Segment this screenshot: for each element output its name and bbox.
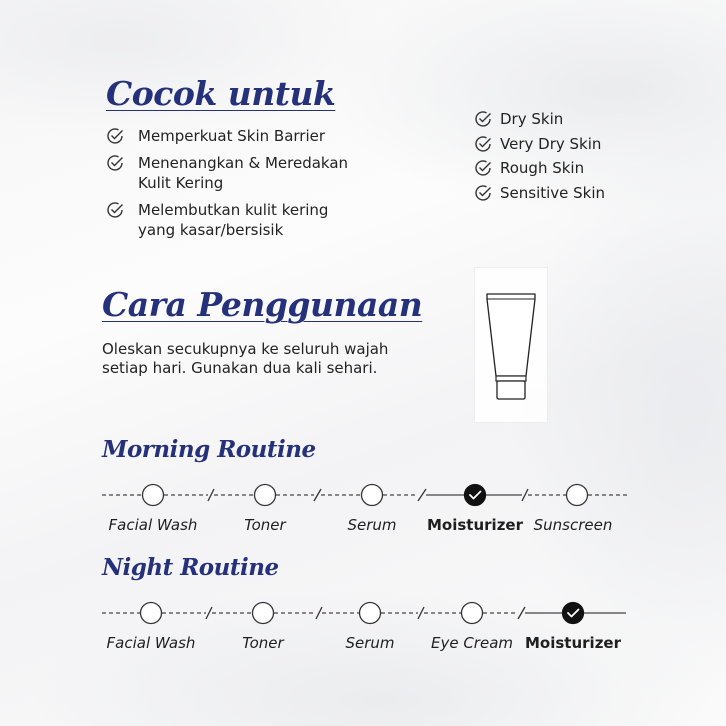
step-node xyxy=(255,485,276,506)
step-label: Sunscreen xyxy=(533,516,613,534)
timeline-track xyxy=(100,598,630,632)
product-illustration xyxy=(474,267,548,423)
usage-line: Oleskan secukupnya ke seluruh wajah xyxy=(102,340,389,358)
skin-type-list xyxy=(474,109,674,207)
benefit-text-line2: Kulit Kering xyxy=(138,174,224,192)
step-node xyxy=(253,603,274,624)
step-node xyxy=(360,603,381,624)
step-label: Toner xyxy=(242,634,284,652)
step-label-active: Moisturizer xyxy=(525,634,621,652)
benefit-item xyxy=(106,126,376,146)
skin-type-item xyxy=(474,158,674,183)
timeline-track xyxy=(100,480,630,514)
check-circle-icon xyxy=(106,201,124,219)
skin-type-label: Very Dry Skin xyxy=(500,134,602,153)
skin-type-label: Rough Skin xyxy=(500,159,585,177)
cream-tube-icon xyxy=(475,268,547,422)
skin-type-item xyxy=(474,134,674,159)
check-circle-icon xyxy=(474,135,492,153)
skin-type-item xyxy=(474,109,674,134)
usage-instructions xyxy=(102,340,432,378)
benefit-text-line1: Memperkuat Skin Barrier xyxy=(138,127,326,145)
check-circle-icon xyxy=(106,127,124,145)
usage-line: setiap hari. Gunakan dua kali sehari. xyxy=(102,359,378,377)
step-node xyxy=(141,603,162,624)
step-node xyxy=(362,485,383,506)
benefits-list xyxy=(106,126,376,247)
skin-type-item xyxy=(474,183,674,208)
benefit-item xyxy=(106,200,376,240)
step-label: Toner xyxy=(244,516,286,534)
step-label: Eye Cream xyxy=(430,634,514,652)
skin-type-label: Sensitive Skin xyxy=(500,183,606,202)
step-label: Serum xyxy=(345,634,395,652)
step-node xyxy=(462,603,483,624)
step-node xyxy=(567,485,588,506)
check-circle-icon xyxy=(474,184,492,202)
skin-type-label: Dry Skin xyxy=(500,110,564,128)
step-label: Facial Wash xyxy=(106,634,196,652)
benefit-text-line1: Menenangkan & Meredakan xyxy=(138,154,349,172)
step-label: Serum xyxy=(347,516,397,534)
step-label: Facial Wash xyxy=(108,516,198,534)
night-routine-timeline xyxy=(100,598,630,668)
suitable-for-title: Cocok untuk xyxy=(106,74,336,113)
check-circle-icon xyxy=(474,110,492,128)
check-circle-icon xyxy=(474,159,492,177)
night-routine-title: Night Routine xyxy=(102,554,279,581)
benefit-text-line1: Melembutkan kulit kering xyxy=(138,201,329,219)
benefit-text-line2: yang kasar/bersisik xyxy=(138,221,284,239)
how-to-use-title: Cara Penggunaan xyxy=(102,285,423,324)
check-circle-icon xyxy=(106,154,124,172)
morning-routine-title: Morning Routine xyxy=(102,436,316,463)
step-label-active: Moisturizer xyxy=(427,516,523,534)
step-node-active xyxy=(563,603,584,624)
benefit-item xyxy=(106,153,376,193)
morning-routine-timeline xyxy=(100,480,630,550)
step-node xyxy=(143,485,164,506)
step-node-active xyxy=(465,485,486,506)
